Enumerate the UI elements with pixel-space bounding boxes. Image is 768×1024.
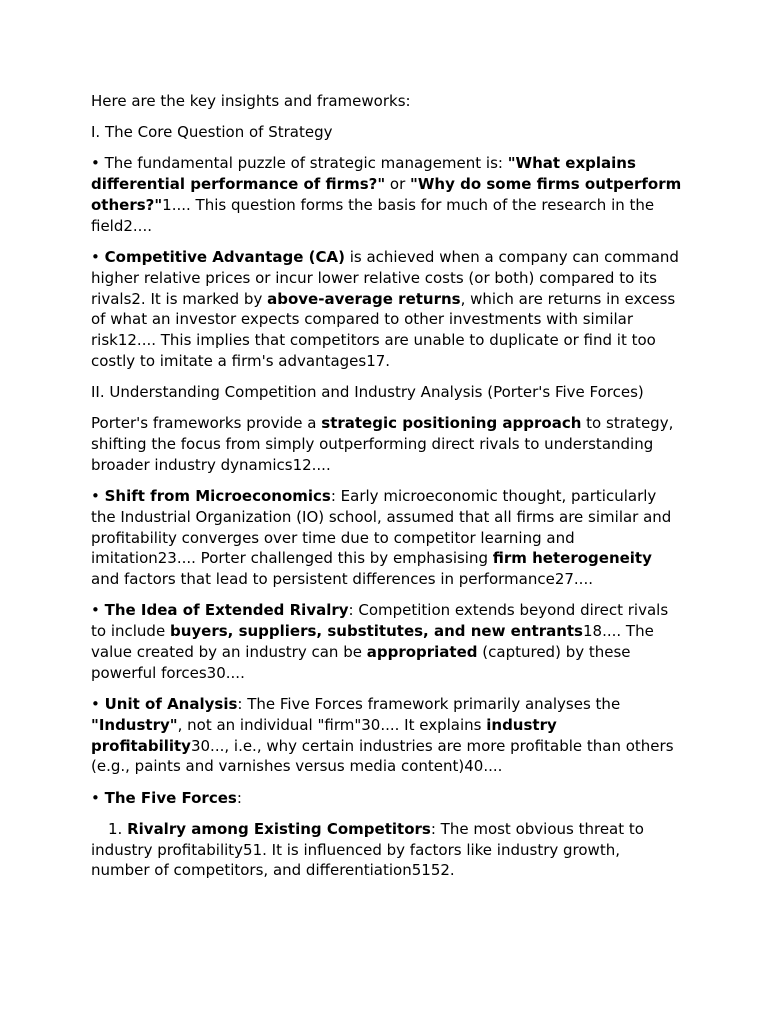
section-heading-competition: II. Understanding Competition and Industry Analysis (Porter's Five Forces) [91,383,644,402]
paragraph-rivalry-existing-competitors [91,819,683,881]
intro-line: Here are the key insights and frameworks: [91,92,411,110]
bold-span: Rivalry among Existing Competitors [127,819,431,838]
paragraph-extended-rivalry [91,600,683,683]
bold-span: firm heterogeneity [492,549,652,568]
text-span: : The Five Forces framework primarily analyses the [237,695,621,714]
text-span: 30..., i.e., why certain industries are more profitable than others (e.g., paints and varnishes versus media content)40.... [91,736,674,776]
text-span: 18.... The value created by an industry can be [91,622,654,662]
text-span: • [91,487,105,506]
bold-span: The Five Forces [104,788,237,807]
section-heading-core-question: I. The Core Question of Strategy [91,123,333,142]
text-span: • [91,695,105,714]
text-span: 1.... This question forms the basis for much of the research in the field2.... [91,195,655,235]
text-span: , which are returns in excess of what an investor expects compared to other investments with similar risk12.... This implies that competitors are unable to duplicate or find it too costly to imitate a firm's advantages17. [91,289,676,370]
bold-span: "What explains differential performance of firms?" [91,154,636,194]
bold-span: Competitive Advantage (CA) [104,247,345,266]
text-span: : [236,788,242,807]
text-span: • [91,601,105,620]
text-span: • [91,247,105,266]
text-span: : Competition extends beyond direct rivals to include [91,601,669,641]
text-span: or [385,175,411,194]
bold-span: "Why do some firms outperform others?" [91,175,682,214]
paragraph-shift-microeconomics [91,486,683,590]
document-page [91,91,683,892]
text-span: • [91,788,105,807]
text-span: and factors that lead to persistent differences in performance27.... [91,570,593,589]
bold-span: "Industry" [91,715,178,734]
paragraph-five-forces [91,788,683,809]
bold-span: appropriated [366,643,478,662]
list-number: 1. [108,819,128,838]
text-span: to strategy, shifting the focus from simply outperforming direct rivals to understanding broader industry dynamics12.... [91,414,674,474]
bold-span: Unit of Analysis [104,695,238,714]
text-span: is achieved when a company can command higher relative prices or incur lower relative costs (or both) compared to its rivals2. It is marked by [91,247,679,308]
paragraph-fundamental-puzzle [91,153,683,236]
paragraph-porter-frameworks [91,413,683,475]
paragraph-unit-of-analysis [91,694,683,777]
text-span: Porter's frameworks provide a [91,414,322,433]
text-span: : Early microeconomic thought, particularly the Industrial Organization (IO) school, assumed that all firms are similar and profitability converges over time due to competitor learning and imitation23.... Porter challenged this by emphasising [91,487,672,568]
bold-span: strategic positioning approach [321,414,582,433]
bold-span: Shift from Microeconomics [104,487,331,506]
bold-span: above-average returns [267,289,461,308]
bold-span: buyers, suppliers, substitutes, and new entrants [169,622,583,641]
text-span: • The fundamental puzzle of strategic management is: [91,154,508,173]
bold-span: industry profitability [91,715,557,755]
text-span: , not an individual "firm"30.... It explains [177,715,487,734]
text-span: : The most obvious threat to industry profitability51. It is influenced by factors like industry growth, number of competitors, and differentiation5152. [91,819,644,880]
text-span: (captured) by these powerful forces30.... [91,643,631,682]
paragraph-competitive-advantage [91,247,683,372]
bold-span: The Idea of Extended Rivalry [104,601,349,620]
